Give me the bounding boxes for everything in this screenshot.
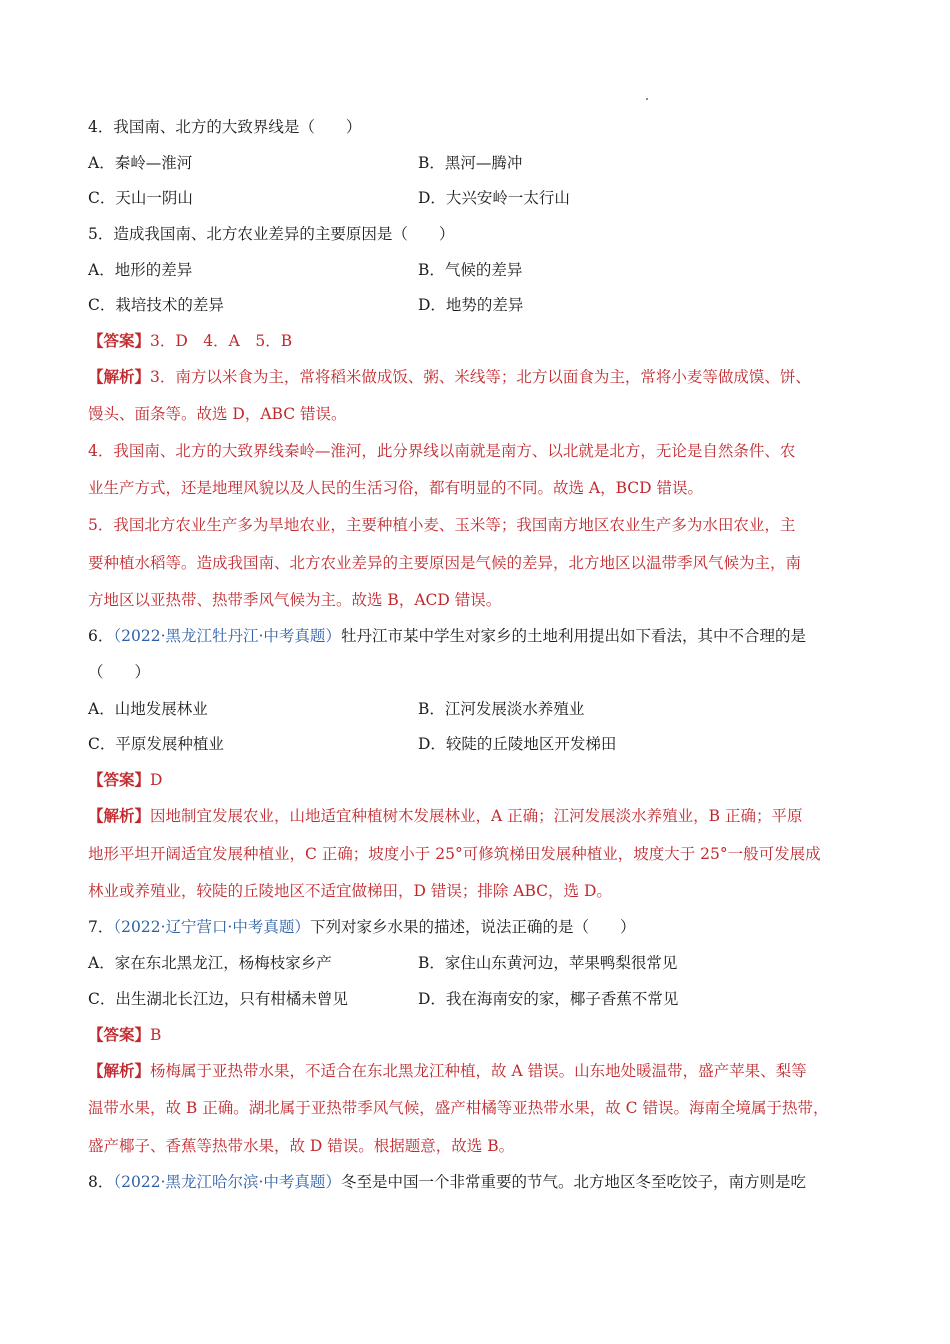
explanation-tag: 【解析】 — [88, 1061, 151, 1080]
explanation-3-5-line: 4．我国南、北方的大致界线秦岭—淮河，此分界线以南就是南方、以北就是北方，无论是自然条件、农 — [88, 442, 796, 460]
explanation-7-line — [88, 1061, 807, 1081]
q7-option-c: C．出生湖北长江边，只有柑橘未曾见 — [88, 990, 348, 1008]
q7-option-b: B．家住山东黄河边，苹果鸭梨很常见 — [418, 954, 678, 972]
question-source: （2022·辽宁营口·中考真题） — [113, 918, 310, 936]
question-text: 下列对家乡水果的描述，说法正确的是（ ） — [309, 918, 636, 936]
explanation-7-line: 温带水果，故 B 正确。湖北属于亚热带季风气候，盛产柑橘等亚热带水果，故 C 错误。海南全境属于热带， — [88, 1099, 829, 1117]
explanation-6-line: 地形平坦开阔适宜发展种植业，C 正确；坡度小于 25°可修筑梯田发展种植业，坡度大于 25°一般可发展成 — [88, 845, 821, 863]
explanation-3-5-line: 方地区以亚热带、热带季风气候为主。故选 B，ACD 错误。 — [88, 591, 502, 609]
answer-7 — [88, 1025, 161, 1045]
question-source: （2022·黑龙江牡丹江·中考真题） — [113, 627, 341, 645]
q4-option-d: D．大兴安岭一太行山 — [418, 189, 570, 207]
answer-tag: 【答案】 — [88, 1025, 151, 1044]
question-text: 牡丹江市某中学生对家乡的土地利用提出如下看法，其中不合理的是 — [340, 627, 806, 645]
answer-tag: 【答案】 — [88, 770, 151, 789]
explanation-6-line — [88, 806, 802, 826]
explanation-tag: 【解析】 — [88, 367, 151, 386]
explanation-3-5-line — [88, 367, 811, 387]
q6-option-d: D．较陡的丘陵地区开发梯田 — [418, 735, 617, 753]
explanation-3-5-line: 业生产方式，还是地理风貌以及人民的生活习俗，都有明显的不同。故选 A，BCD 错误。 — [88, 479, 704, 497]
q4-stem: 4．我国南、北方的大致界线是（ ） — [88, 118, 362, 136]
q8-stem — [88, 1172, 806, 1192]
q7-option-a: A．家在东北黑龙江，杨梅枝家乡产 — [88, 954, 332, 972]
q4-option-c: C．天山一阴山 — [88, 189, 193, 207]
q5-option-c: C．栽培技术的差异 — [88, 296, 224, 314]
question-number: 7． — [88, 918, 114, 936]
explanation-3-5-line: 5．我国北方农业生产多为旱地农业，主要种植小麦、玉米等；我国南方地区农业生产多为水田农业，主 — [88, 516, 796, 534]
question-number: 8． — [88, 1173, 114, 1191]
q6-option-b: B．江河发展淡水养殖业 — [418, 700, 585, 718]
explanation-3-5-line: 要种植水稻等。造成我国南、北方农业差异的主要原因是气候的差异，北方地区以温带季风气候为主，南 — [88, 554, 802, 572]
q7-stem — [88, 917, 635, 937]
explanation-3-5-line: 馒头、面条等。故选 D，ABC 错误。 — [88, 405, 347, 423]
q5-option-a: A．地形的差异 — [88, 261, 193, 279]
q6-option-a: A．山地发展林业 — [88, 700, 208, 718]
explanation-7-line: 盛产椰子、香蕉等热带水果，故 D 错误。根据题意，故选 B。 — [88, 1137, 515, 1155]
answer-text: 3．D 4．A 5．B — [150, 332, 293, 350]
q5-stem: 5．造成我国南、北方农业差异的主要原因是（ ） — [88, 225, 455, 243]
q6-stem — [88, 626, 806, 646]
explanation-6-line: 林业或养殖业，较陡的丘陵地区不适宜做梯田，D 错误；排除 ABC，选 D。 — [88, 882, 612, 900]
explanation-text: 3．南方以米食为主，常将稻米做成饭、粥、米线等；北方以面食为主，常将小麦等做成馍、饼、 — [150, 368, 811, 386]
answer-6 — [88, 770, 162, 790]
answer-tag: 【答案】 — [88, 331, 151, 350]
answer-3-5 — [88, 331, 292, 351]
q4-option-b: B．黑河—腾冲 — [418, 154, 523, 172]
q6-option-c: C．平原发展种植业 — [88, 735, 224, 753]
q4-option-a: A．秦岭—淮河 — [88, 154, 193, 172]
answer-text: D — [150, 771, 163, 789]
explanation-text: 杨梅属于亚热带水果，不适合在东北黑龙江种植，故 A 错误。山东地处暖温带，盛产苹果、梨等 — [150, 1062, 807, 1080]
q5-option-b: B．气候的差异 — [418, 261, 523, 279]
question-number: 6． — [88, 627, 114, 645]
explanation-tag: 【解析】 — [88, 806, 151, 825]
q5-option-d: D．地势的差异 — [418, 296, 524, 314]
q6-stem-continued: （ ） — [88, 663, 151, 681]
answer-text: B — [150, 1026, 162, 1044]
question-text: 冬至是中国一个非常重要的节气。北方地区冬至吃饺子，南方则是吃 — [340, 1173, 806, 1191]
question-source: （2022·黑龙江哈尔滨·中考真题） — [113, 1173, 341, 1191]
explanation-text: 因地制宜发展农业，山地适宜种植树木发展林业，A 正确；江河发展淡水养殖业，B 正确；平原 — [150, 807, 803, 825]
q7-option-d: D．我在海南安的家，椰子香蕉不常见 — [418, 990, 679, 1008]
page-marker-dot — [646, 98, 648, 100]
